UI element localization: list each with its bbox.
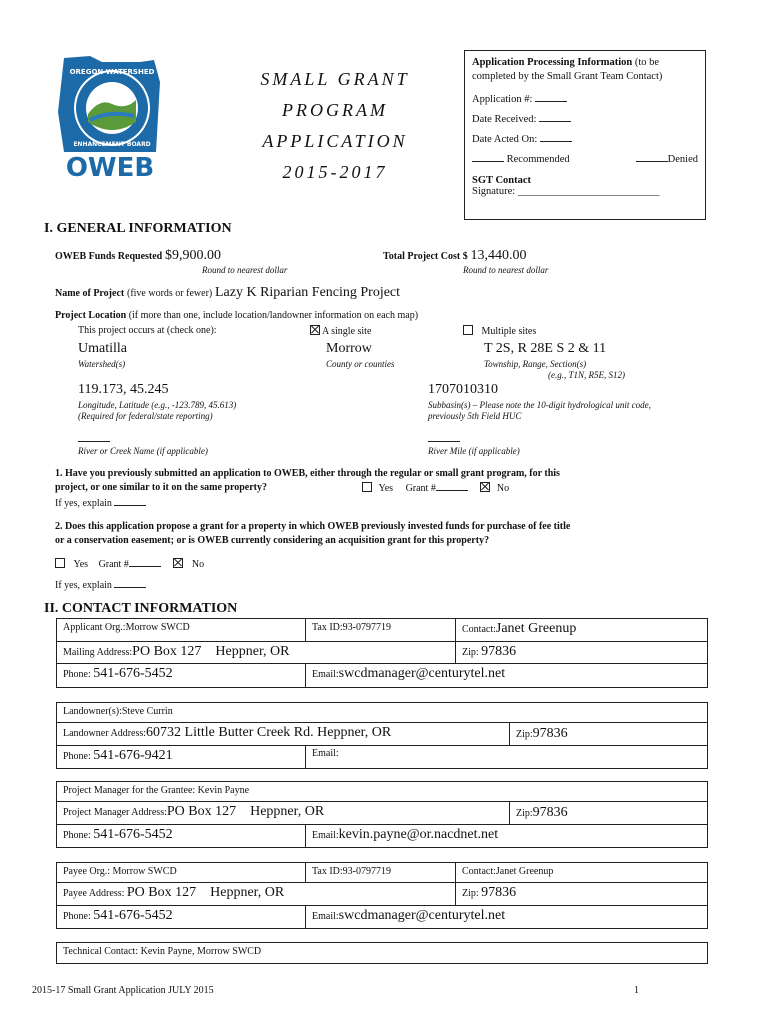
applicant-table xyxy=(56,618,708,688)
river-name-field[interactable] xyxy=(78,441,110,442)
payee-phone-cell[interactable] xyxy=(57,906,306,928)
latlon-value[interactable]: 119.173, 45.245 xyxy=(78,382,169,397)
title-line-2: PROGRAM xyxy=(282,100,388,120)
latlon-label: Longitude, Latitude (e.g., -123.789, 45.613) xyxy=(78,400,237,410)
question-2-options xyxy=(55,558,204,570)
processing-box xyxy=(464,50,706,220)
payee-zip-cell[interactable] xyxy=(456,883,709,905)
pm-address-label: Project Manager Address: xyxy=(63,807,167,818)
q1-no-checkbox[interactable] xyxy=(480,482,490,492)
single-site-option[interactable] xyxy=(310,325,371,337)
watershed-label: Watershed(s) xyxy=(78,359,126,369)
q1-yes-label: Yes xyxy=(378,483,394,494)
multiple-sites-checkbox[interactable] xyxy=(463,325,473,335)
project-name-label: Name of Project xyxy=(55,288,125,299)
q2-yes-checkbox[interactable] xyxy=(55,558,65,568)
mailing-address: PO Box 127 Heppner, OR xyxy=(132,644,290,659)
applicant-phone-cell[interactable] xyxy=(57,664,306,687)
payee-contact-cell[interactable] xyxy=(456,863,709,882)
signature-field[interactable]: Signature: ___________________________ xyxy=(472,186,660,197)
app-number-field[interactable] xyxy=(535,101,567,102)
svg-text:ENHANCEMENT BOARD: ENHANCEMENT BOARD xyxy=(73,141,151,148)
occurs-label: This project occurs at (check one): xyxy=(78,325,217,336)
denied-field[interactable] xyxy=(636,161,668,162)
date-acted-label: Date Acted On: xyxy=(472,134,538,145)
landowner-phone-label: Phone: xyxy=(63,751,91,762)
pm-email-label: Email: xyxy=(312,830,339,841)
trs-label: Township, Range, Section(s) xyxy=(484,359,587,369)
technical-contact[interactable]: Technical Contact: Kevin Payne, Morrow SWCD xyxy=(63,946,262,957)
q2-explain-field[interactable] xyxy=(114,587,146,588)
pm-email-cell[interactable] xyxy=(306,825,709,847)
date-received-label: Date Received: xyxy=(472,114,537,125)
q2-explain-row xyxy=(55,580,146,591)
applicant-phone-label: Phone: xyxy=(63,669,91,680)
applicant-tax-id: Tax ID:93-0797719 xyxy=(312,622,392,633)
q1-no-label: No xyxy=(496,483,510,494)
pm-zip-label: Zip: xyxy=(516,808,533,819)
funds-requested-row xyxy=(55,248,221,264)
project-name-row xyxy=(55,285,400,301)
landowner-address: 60732 Little Butter Creek Rd. Heppner, OR xyxy=(146,725,392,740)
pm-address-cell[interactable] xyxy=(57,802,510,824)
date-received-field[interactable] xyxy=(539,121,571,122)
watershed-value[interactable]: Umatilla xyxy=(78,341,127,356)
single-site-label: A single site xyxy=(321,326,372,337)
app-number-label: Application #: xyxy=(472,94,533,105)
payee-org-cell[interactable] xyxy=(57,863,306,882)
landowner-table xyxy=(56,702,708,769)
trs-value[interactable]: T 2S, R 28E S 2 & 11 xyxy=(484,341,607,356)
funds-requested-value[interactable]: $9,900.00 xyxy=(165,248,221,263)
svg-text:OWEB: OWEB xyxy=(65,153,155,182)
mailing-address-label: Mailing Address: xyxy=(63,647,133,658)
payee-tax-cell[interactable] xyxy=(306,863,456,882)
date-acted-field[interactable] xyxy=(540,141,572,142)
applicant-email-cell[interactable] xyxy=(306,664,709,687)
applicant-org: Applicant Org.:Morrow SWCD xyxy=(63,622,190,633)
sgt-contact-label: SGT Contact xyxy=(472,175,532,186)
pm-address: PO Box 127 Heppner, OR xyxy=(166,804,325,819)
contact-info-heading: II. CONTACT INFORMATION xyxy=(44,601,238,616)
recommended-label: Recommended xyxy=(506,154,570,165)
landowner-email-cell[interactable] xyxy=(306,746,709,768)
single-site-checkbox[interactable] xyxy=(310,325,320,335)
pm-email: kevin.payne@or.nacdnet.net xyxy=(338,827,499,842)
page-title xyxy=(235,64,435,188)
q2-no-checkbox[interactable] xyxy=(173,558,183,568)
landowner-zip-cell[interactable] xyxy=(510,723,709,745)
total-cost-note: Round to nearest dollar xyxy=(463,265,549,275)
q1-grant-field[interactable] xyxy=(436,490,468,491)
project-location-row xyxy=(55,310,418,321)
pm-phone-label: Phone: xyxy=(63,830,91,841)
svg-text:OREGON WATERSHED: OREGON WATERSHED xyxy=(69,68,155,76)
total-cost-label: Total Project Cost $ xyxy=(383,251,468,262)
project-name-value[interactable]: Lazy K Riparian Fencing Project xyxy=(214,285,401,300)
q1-explain-row xyxy=(55,498,146,509)
pm-zip: 97836 xyxy=(532,805,568,820)
huc-value[interactable]: 1707010310 xyxy=(428,382,498,397)
huc-note: previously 5th Field HUC xyxy=(428,411,522,421)
landowner-address-label: Landowner Address: xyxy=(63,728,147,739)
payee-address: PO Box 127 Heppner, OR xyxy=(126,885,285,900)
applicant-email-label: Email: xyxy=(312,669,339,680)
payee-org: Payee Org.: Morrow SWCD xyxy=(63,866,177,877)
mailing-zip-cell[interactable] xyxy=(456,642,709,663)
q1-explain-field[interactable] xyxy=(114,505,146,506)
pm-phone-cell[interactable] xyxy=(57,825,306,847)
recommended-field[interactable] xyxy=(472,161,504,162)
mailing-zip-label: Zip: xyxy=(462,647,479,658)
applicant-tax-cell[interactable] xyxy=(306,619,456,641)
payee-address-label: Payee Address: xyxy=(63,888,125,899)
project-location-label: Project Location xyxy=(55,310,127,321)
project-manager-table xyxy=(56,781,708,848)
multiple-sites-label: Multiple sites xyxy=(481,326,537,337)
title-line-4: 2015-2017 xyxy=(282,162,388,182)
applicant-contact-label: Contact: xyxy=(462,624,496,635)
county-value[interactable]: Morrow xyxy=(326,341,372,356)
landowner-phone-cell[interactable] xyxy=(57,746,306,768)
q2-grant-field[interactable] xyxy=(129,566,161,567)
trs-example: (e.g., T1N, R5E, S12) xyxy=(548,370,625,380)
title-line-3: APPLICATION xyxy=(262,131,408,151)
project-manager-cell[interactable] xyxy=(57,782,709,801)
total-cost-value[interactable]: 13,440.00 xyxy=(470,248,527,263)
landowner-zip-label: Zip: xyxy=(516,729,533,740)
applicant-contact-cell[interactable] xyxy=(456,619,709,641)
project-manager-name: Project Manager for the Grantee: Kevin Payne xyxy=(63,785,250,796)
payee-contact: Contact:Janet Greenup xyxy=(462,866,554,877)
pm-zip-cell[interactable] xyxy=(510,802,709,824)
applicant-org-cell[interactable] xyxy=(57,619,306,641)
footer-left: 2015-17 Small Grant Application JULY 2015 xyxy=(32,985,214,996)
funds-requested-note: Round to nearest dollar xyxy=(202,265,288,275)
mailing-address-cell[interactable] xyxy=(57,642,456,663)
project-location-hint: (if more than one, include location/landowner information on each map) xyxy=(128,310,419,321)
landowner-email-label: Email: xyxy=(312,748,339,759)
applicant-email: swcdmanager@centurytel.net xyxy=(338,666,506,681)
landowner-cell[interactable] xyxy=(57,703,709,722)
project-name-hint: (five words or fewer) xyxy=(126,288,213,299)
pm-phone: 541-676-5452 xyxy=(93,827,173,842)
payee-zip-label: Zip: xyxy=(462,888,479,899)
denied-label: Denied xyxy=(667,154,698,165)
payee-table xyxy=(56,862,708,929)
county-label: County or counties xyxy=(326,359,395,369)
landowner-name: Landowner(s):Steve Currin xyxy=(63,706,173,717)
huc-label: Subbasin(s) – Please note the 10-digit hydrological unit code, xyxy=(428,400,651,410)
latlon-note: (Required for federal/state reporting) xyxy=(78,411,213,421)
title-line-1: SMALL GRANT xyxy=(260,69,410,89)
question-1-text: 1. Have you previously submitted an application to OWEB, either through the regular or small grant program, for this xyxy=(55,468,560,479)
question-1-options xyxy=(362,482,509,494)
mailing-zip: 97836 xyxy=(481,644,517,659)
technical-contact-table xyxy=(56,942,708,964)
payee-zip: 97836 xyxy=(481,885,517,900)
payee-phone-label: Phone: xyxy=(63,911,91,922)
river-name-label: River or Creek Name (if applicable) xyxy=(78,446,208,456)
q2-grant-label: Grant # xyxy=(98,559,129,570)
q1-yes-checkbox[interactable] xyxy=(362,482,372,492)
river-mile-label: River Mile (if applicable) xyxy=(428,446,520,456)
processing-heading-rest: (to be completed by the Small Grant Team Contact) xyxy=(472,57,663,82)
payee-address-cell[interactable] xyxy=(57,883,456,905)
oweb-logo xyxy=(50,52,168,182)
q2-explain-label: If yes, explain xyxy=(55,580,112,591)
general-info-heading: I. GENERAL INFORMATION xyxy=(44,221,232,236)
question-2-text-b: or a conservation easement; or is OWEB currently considering an acquisition grant for this property? xyxy=(55,535,490,546)
q2-no-label: No xyxy=(191,559,205,570)
payee-phone: 541-676-5452 xyxy=(93,908,173,923)
funds-requested-label: OWEB Funds Requested xyxy=(55,251,163,262)
q2-yes-label: Yes xyxy=(73,559,89,570)
landowner-phone: 541-676-9421 xyxy=(93,748,173,763)
payee-email: swcdmanager@centurytel.net xyxy=(338,908,506,923)
page-number: 1 xyxy=(634,985,639,996)
q1-grant-label: Grant # xyxy=(405,483,436,494)
applicant-contact: Janet Greenup xyxy=(495,621,577,636)
question-2 xyxy=(55,520,715,548)
payee-tax-id: Tax ID:93-0797719 xyxy=(312,866,392,877)
payee-email-cell[interactable] xyxy=(306,906,709,928)
question-2-text: 2. Does this application propose a grant for a property in which OWEB previously invested funds for purchase of fee title xyxy=(55,521,571,532)
payee-email-label: Email: xyxy=(312,911,339,922)
question-1-text-b: project, or one similar to it on the same property? xyxy=(55,482,268,493)
processing-heading: Application Processing Information xyxy=(472,57,633,68)
q1-explain-label: If yes, explain xyxy=(55,498,112,509)
landowner-zip: 97836 xyxy=(532,726,568,741)
applicant-phone: 541-676-5452 xyxy=(93,666,173,681)
multiple-sites-option[interactable] xyxy=(463,325,536,337)
river-mile-field[interactable] xyxy=(428,441,460,442)
landowner-address-cell[interactable] xyxy=(57,723,510,745)
total-cost-row xyxy=(383,248,526,264)
